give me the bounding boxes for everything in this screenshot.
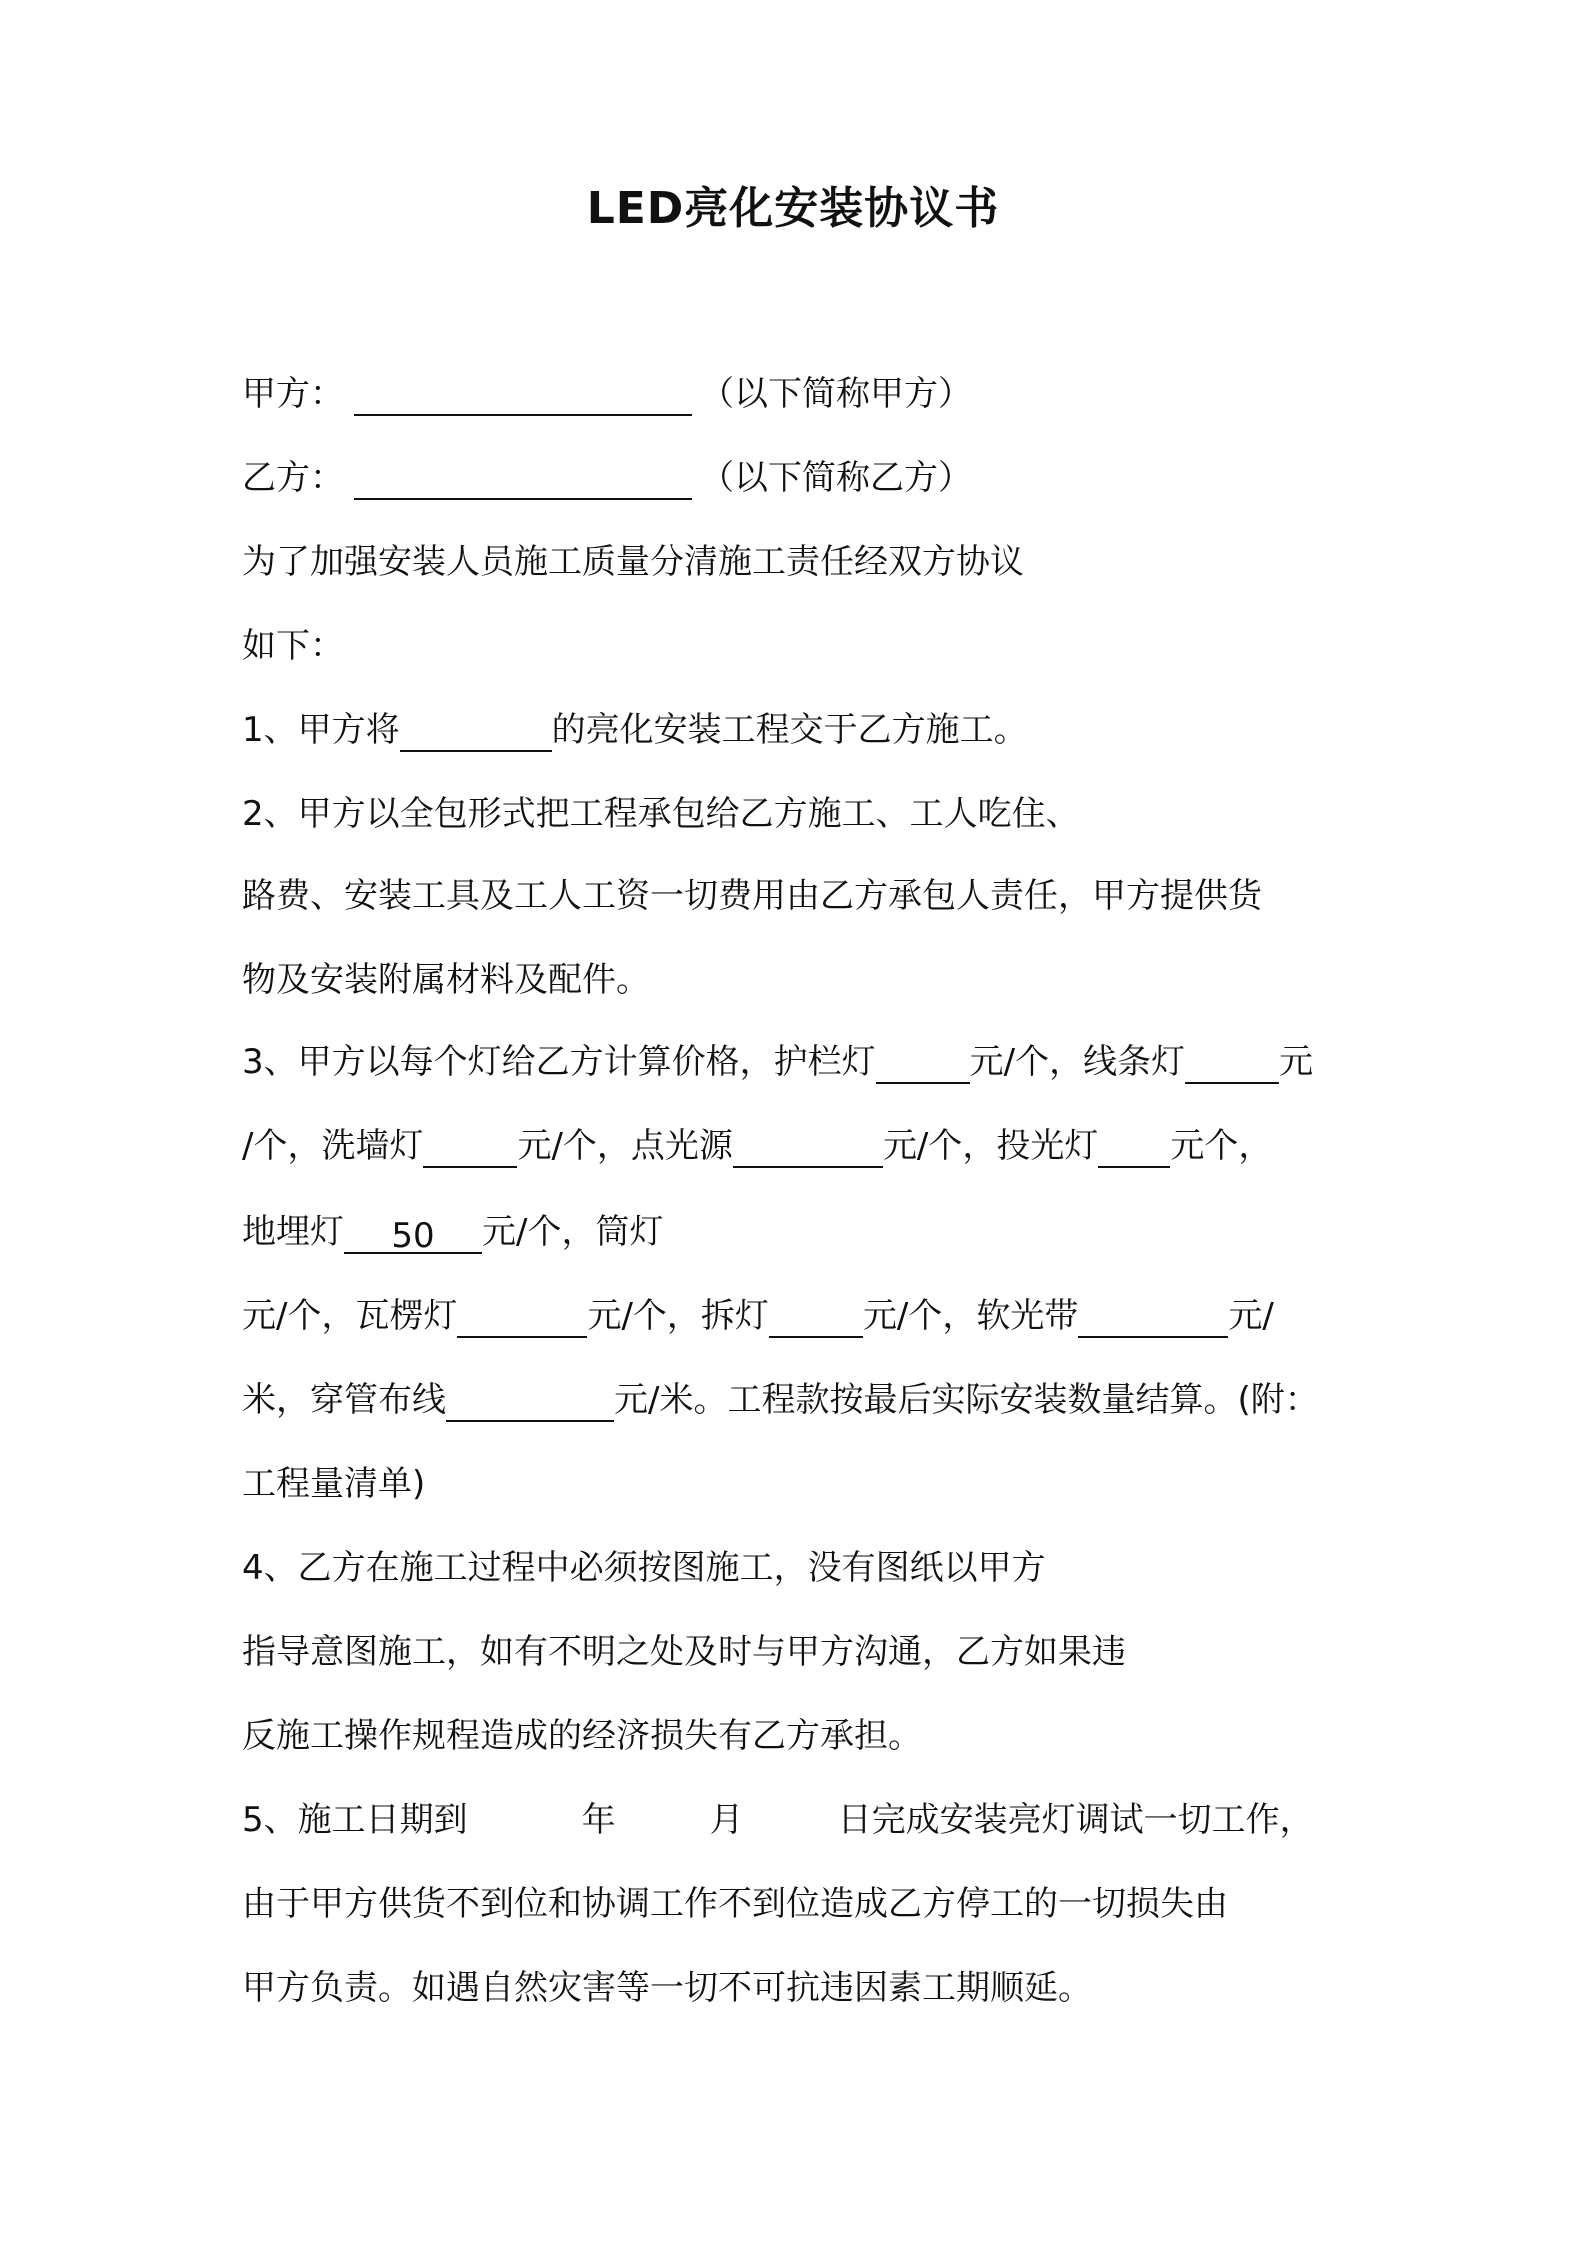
remove-light-label: 元/个，拆灯 — [587, 1296, 769, 1336]
party-b-blank[interactable] — [354, 460, 692, 500]
downlight-label: 元/个，筒灯 — [482, 1212, 664, 1252]
conduit-wiring-price-blank[interactable] — [446, 1382, 614, 1422]
intro-line-2: 如下： — [242, 626, 344, 666]
party-a-blank[interactable] — [354, 376, 692, 416]
settlement-text: 元/米。工程款按最后实际安装数量结算。(附： — [614, 1380, 1319, 1420]
corrugated-light-label: 元/个，瓦楞灯 — [242, 1296, 458, 1336]
clause-3-line-1 — [242, 1040, 1313, 1084]
clause-2-line-1: 2、甲方以全包形式把工程承包给乙方施工、工人吃住、 — [242, 794, 1080, 834]
clause-3-line-6: 工程量清单) — [242, 1464, 426, 1504]
linear-light-price-blank[interactable] — [1185, 1044, 1279, 1084]
completion-date-label: 5、施工日期到 — [242, 1800, 468, 1840]
party-a-note: （以下简称甲方） — [700, 374, 972, 414]
month-label: 月 — [709, 1800, 744, 1840]
clause-5-line-1 — [242, 1798, 1314, 1842]
clause-5-line-2: 由于甲方供货不到位和协调工作不到位造成乙方停工的一切损失由 — [242, 1884, 1228, 1924]
party-b-line — [242, 456, 972, 500]
clause-1 — [242, 708, 1028, 752]
inground-light-price[interactable]: 50 — [344, 1214, 482, 1254]
clause-4-line-1: 4、乙方在施工过程中必须按图施工，没有图纸以甲方 — [242, 1548, 1046, 1588]
party-b-label: 乙方： — [242, 458, 344, 498]
clause-2-line-2: 路费、安装工具及工人工资一切费用由乙方承包人责任，甲方提供货 — [242, 876, 1262, 916]
clause-3-line-4 — [242, 1294, 1274, 1338]
flood-light-unit: 元个， — [1170, 1126, 1273, 1166]
clause-4-line-3: 反施工操作规程造成的经济损失有乙方承担。 — [242, 1716, 922, 1756]
completion-text: 日完成安装亮灯调试一切工作， — [837, 1800, 1314, 1840]
guardrail-light-label: 3、甲方以每个灯给乙方计算价格，护栏灯 — [242, 1042, 876, 1082]
intro-line-1: 为了加强安装人员施工质量分清施工责任经双方协议 — [242, 542, 1024, 582]
soft-strip-label: 元/个，软光带 — [862, 1296, 1079, 1336]
inground-light-label: 地埋灯 — [242, 1212, 344, 1252]
point-light-label: 元/个，点光源 — [517, 1126, 733, 1166]
conduit-wiring-label: 米，穿管布线 — [242, 1380, 446, 1420]
clause-5-line-3: 甲方负责。如遇自然灾害等一切不可抗违因素工期顺延。 — [242, 1968, 1092, 2008]
linear-light-label: 元/个，线条灯 — [969, 1042, 1186, 1082]
clause-3-line-5 — [242, 1378, 1319, 1422]
wall-washer-price-blank[interactable] — [423, 1128, 517, 1168]
year-label: 年 — [581, 1800, 616, 1840]
point-light-price-blank[interactable] — [733, 1128, 883, 1168]
wall-washer-label: /个，洗墙灯 — [242, 1126, 424, 1166]
document-title: LED亮化安装协议书 — [586, 183, 1000, 234]
corrugated-light-price-blank[interactable] — [457, 1298, 587, 1338]
clause-1-end: 的亮化安装工程交于乙方施工。 — [551, 710, 1028, 750]
soft-strip-unit: 元/ — [1228, 1296, 1274, 1336]
clause-3-line-3 — [242, 1210, 663, 1254]
clause-3-line-2 — [242, 1124, 1272, 1168]
guardrail-light-price-blank[interactable] — [876, 1044, 970, 1084]
flood-light-label: 元/个，投光灯 — [882, 1126, 1099, 1166]
clause-2-line-3: 物及安装附属材料及配件。 — [242, 960, 650, 1000]
soft-strip-price-blank[interactable] — [1078, 1298, 1228, 1338]
flood-light-price-blank[interactable] — [1098, 1128, 1170, 1168]
clause-1-project-blank[interactable] — [400, 712, 552, 752]
party-b-note: （以下简称乙方） — [700, 458, 972, 498]
party-a-line — [242, 372, 972, 416]
remove-light-price-blank[interactable] — [769, 1298, 863, 1338]
linear-light-unit: 元 — [1279, 1042, 1314, 1082]
clause-1-start: 1、甲方将 — [242, 710, 400, 750]
party-a-label: 甲方： — [242, 374, 344, 414]
clause-4-line-2: 指导意图施工，如有不明之处及时与甲方沟通，乙方如果违 — [242, 1632, 1126, 1672]
